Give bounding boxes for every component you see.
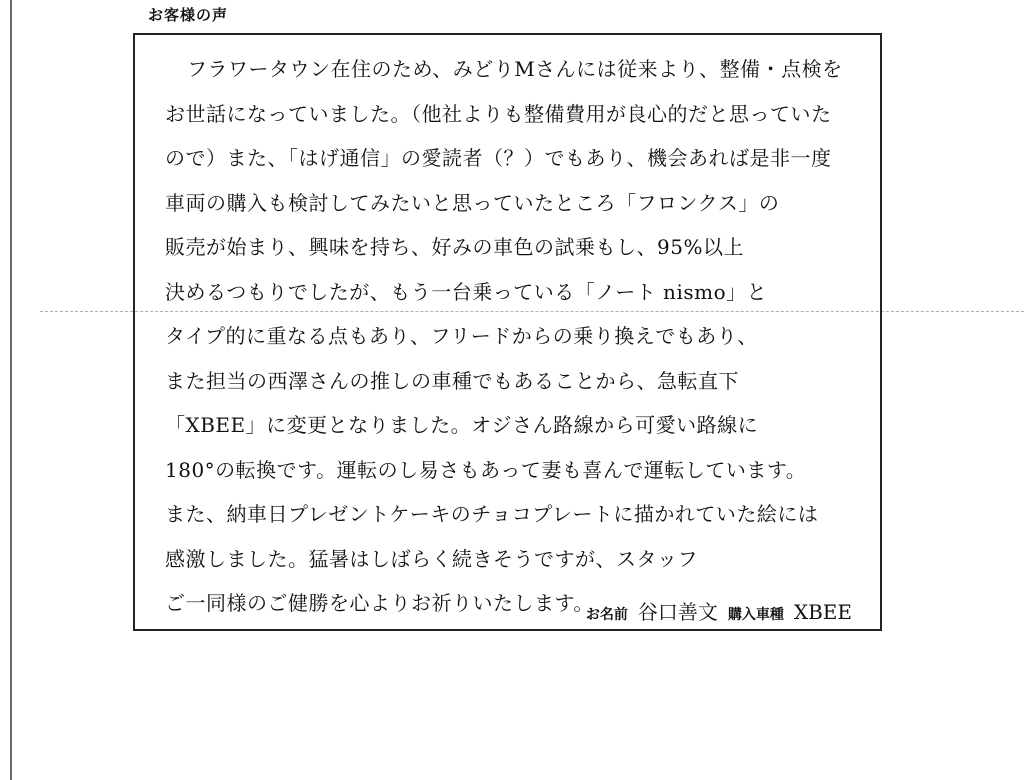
text-line: 車両の購入も検討してみたいと思っていたところ「フロンクス」の — [165, 190, 780, 215]
page-heading: お客様の声 — [148, 6, 229, 24]
vehicle-label: 購入車種 — [727, 607, 784, 623]
testimonial-text — [165, 47, 865, 626]
signature-row — [586, 596, 852, 625]
text-line: ご一同様のご健勝を心よりお祈りいたします。 — [165, 591, 594, 615]
text-line: また、納車日プレゼントケーキのチョコプレートに描かれていた絵には — [165, 502, 819, 526]
text-line: 決めるつもりでしたが、もう一台乗っている「ノート nismo」と — [165, 279, 768, 304]
vehicle-model: XBEE — [793, 600, 852, 624]
customer-name: 谷口善文 — [637, 600, 718, 624]
text-line: 180°の転換です。運転のし易さもあって妻も喜んで運転しています。 — [165, 457, 807, 482]
text-line: ので）また、「はげ通信」の愛読者（？）でもあり、機会あれば是非一度 — [165, 146, 832, 170]
text-line: タイプ的に重なる点もあり、フリードからの乗り換えでもあり、 — [165, 324, 758, 348]
name-label: お名前 — [585, 607, 628, 623]
text-line: フラワータウン在住のため、みどりMさんには従来より、整備・点検を — [187, 57, 843, 81]
text-line: 販売が始まり、興味を持ち、好みの車色の試乗もし、95%以上 — [165, 235, 744, 259]
text-line: お世話になっていました。（他社よりも整備費用が良心的だと思っていた — [165, 101, 832, 126]
text-line: また担当の西澤さんの推しの車種でもあることから、急転直下 — [165, 368, 739, 393]
testimonial-box — [133, 33, 882, 631]
left-margin-rule — [10, 0, 12, 780]
text-line: 感激しました。猛暑はしばらく続きそうですが、スタッフ — [165, 546, 698, 571]
text-line: 「XBEE」に変更となりました。オジさん路線から可愛い路線に — [165, 413, 759, 437]
